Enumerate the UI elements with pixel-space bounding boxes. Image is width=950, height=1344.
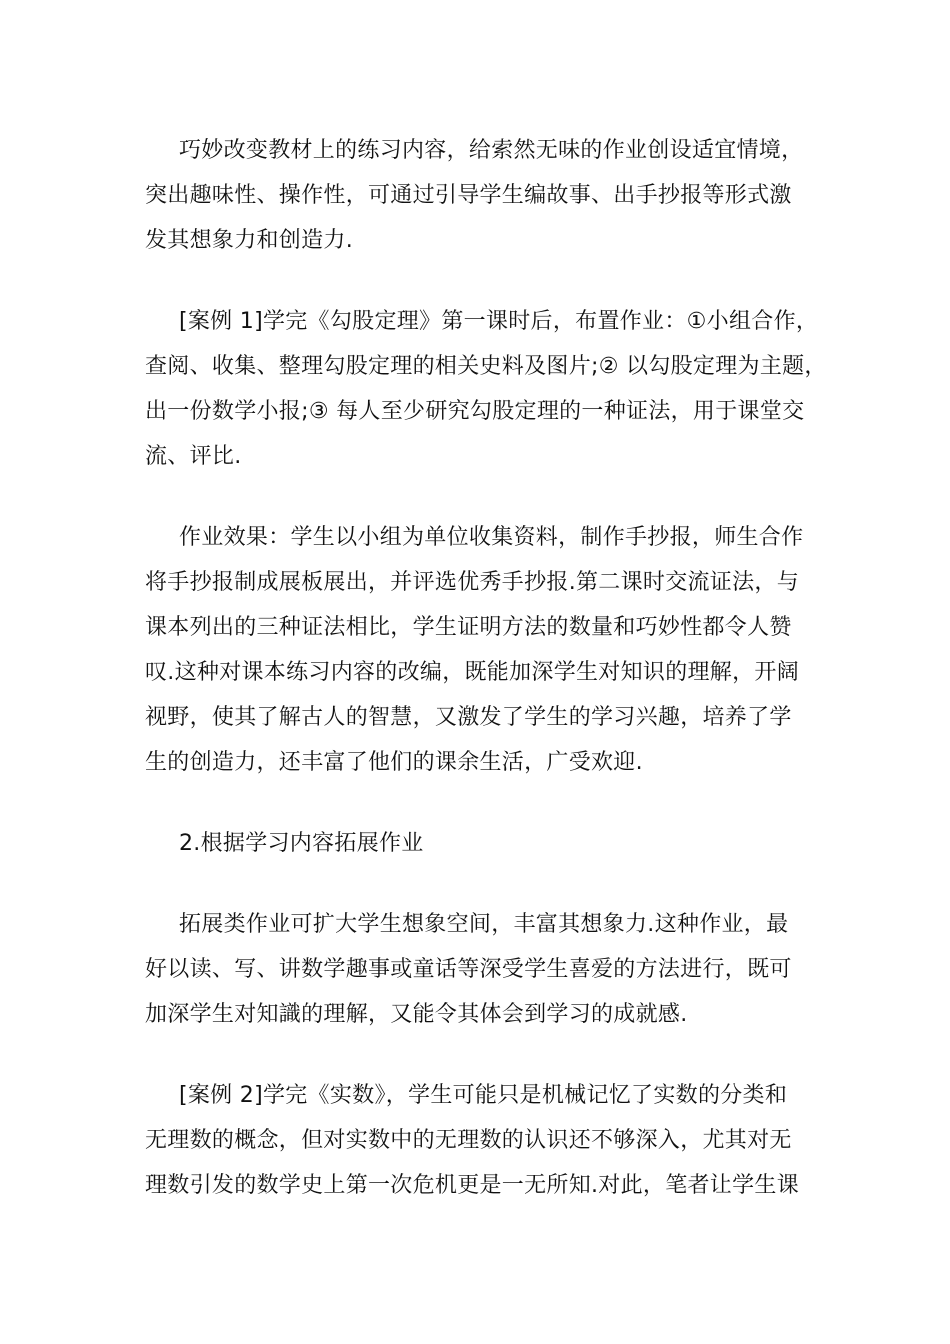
text-line: 课本列出的三种证法相比，学生证明方法的数量和巧妙性都令人赞 [145, 615, 792, 640]
text-line: 加深学生对知識的理解，又能令其体会到学习的成就感. [145, 1002, 688, 1027]
text-line: 流、评比. [145, 444, 242, 469]
text-line: 发其想象力和创造力. [145, 228, 353, 253]
text-line: 拓展类作业可扩大学生想象空间，丰富其想象力.这种作业，最 [179, 912, 789, 937]
text-line: 理数引发的数学史上第一次危机更是一无所知.对此，笔者让学生课 [145, 1173, 799, 1198]
text-line: 叹.这种对课本练习内容的改编，既能加深学生对知识的理解，开阔 [145, 660, 799, 685]
paragraph-case-2 [145, 1073, 813, 1208]
document-body [145, 128, 827, 1244]
text-line: 无理数的概念，但对实数中的无理数的认识还不够深入，尤其对无 [145, 1128, 792, 1153]
text-line: 视野，使其了解古人的智慧，又激发了学生的学习兴趣，培养了学 [145, 705, 792, 730]
paragraph-extension [145, 902, 813, 1037]
paragraph-intro [145, 128, 813, 263]
text-line: 出一份数学小报;③ 每人至少研究勾股定理的一种证法，用于课堂交 [145, 399, 805, 424]
text-line: [案例 1]学完《勾股定理》第一课时后，布置作业：①小组合作， [179, 309, 819, 334]
text-line: 巧妙改变教材上的练习内容，给索然无味的作业创设适宜情境， [179, 138, 804, 163]
text-line: 查阅、收集、整理勾股定理的相关史料及图片;② 以勾股定理为主题， [145, 354, 827, 379]
paragraph-homework-effect [145, 515, 813, 785]
text-line: 将手抄报制成展板展出，并评选优秀手抄报.第二课时交流证法，与 [145, 570, 799, 595]
paragraph-case-1 [145, 299, 827, 479]
section-heading: 2.根据学习内容拓展作业 [179, 831, 424, 856]
text-line: 作业效果：学生以小组为单位收集资料，制作手抄报，师生合作 [179, 525, 804, 550]
text-line: 生的创造力，还丰富了他们的课余生活，广受欢迎. [145, 750, 643, 775]
text-line: [案例 2]学完《实数》，学生可能只是机械记忆了实数的分类和 [179, 1083, 788, 1108]
text-line: 突出趣味性、操作性，可通过引导学生编故事、出手抄报等形式激 [145, 183, 792, 208]
text-line: 好以读、写、讲数学趣事或童话等深受学生喜爱的方法进行，既可 [145, 957, 792, 982]
